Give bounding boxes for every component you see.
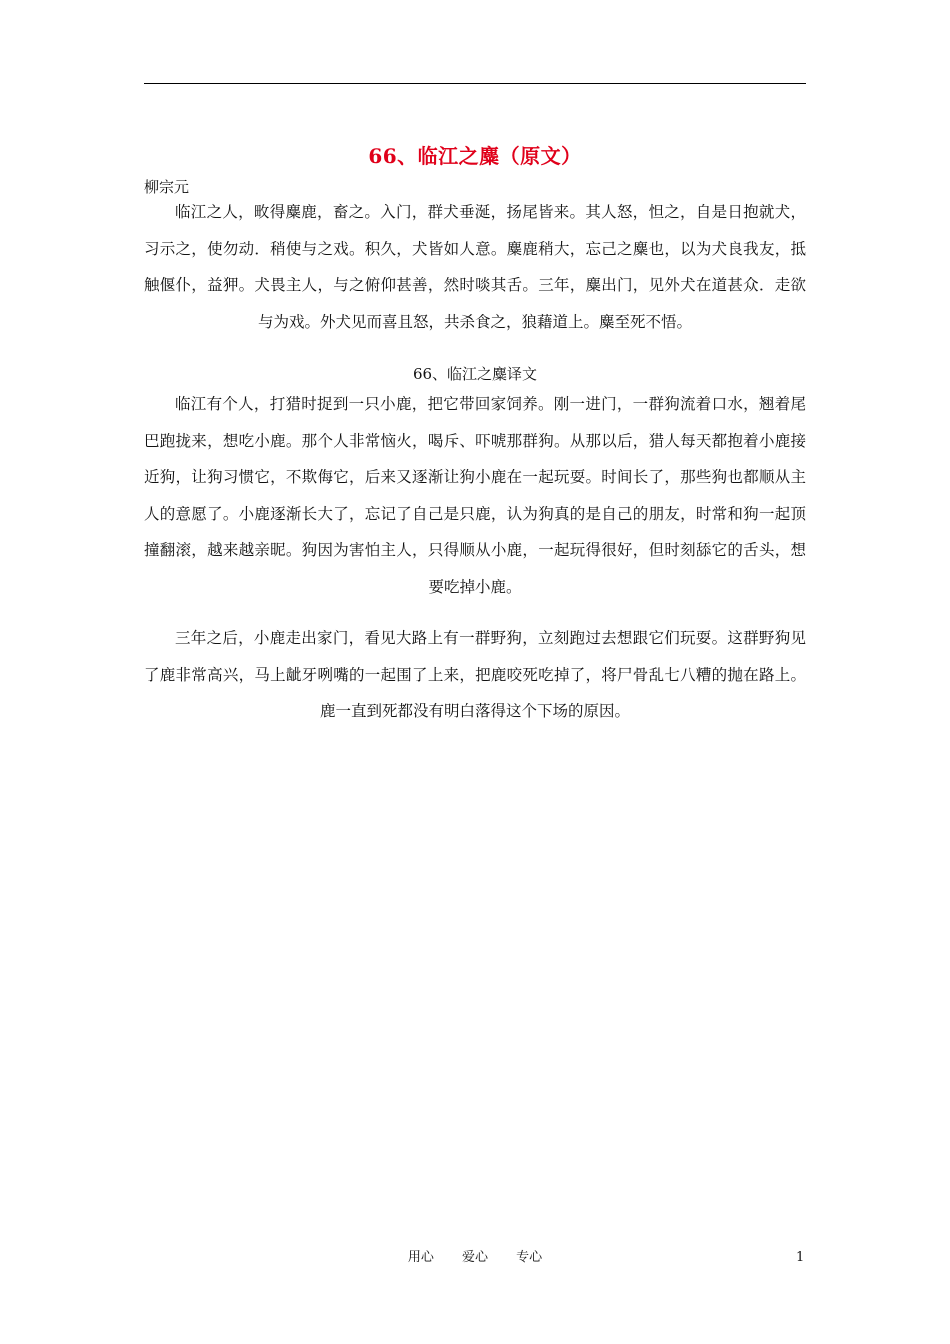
footer-slogan-2: 爱心 bbox=[461, 1250, 488, 1265]
original-text: 临江之人，畋得麋鹿，畜之。入门，群犬垂涎，扬尾皆来。其人怒，怛之，自是日抱就犬，习示之，使勿动．稍使与之戏。积久，犬皆如人意。麋鹿稍大，忘己之麋也，以为犬良我友，抵触偃仆，益狎。犬畏主人，与之俯仰甚善，然时啖其舌。三年，麋出门，见外犬在道甚众．走欲与为戏。外犬见而喜且怒，共杀食之，狼藉道上。麋至死不悟。 bbox=[144, 203, 806, 331]
author-name: 柳宗元 bbox=[144, 178, 190, 196]
translation-paragraph-2: 三年之后，小鹿走出家门，看见大路上有一群野狗，立刻跑过去想跟它们玩耍。这群野狗见了鹿非常高兴，马上龇牙咧嘴的一起围了上来，把鹿咬死吃掉了，将尸骨乱七八糟的抛在路上。鹿一直到死都没有明白落得这个下场的原因。 bbox=[144, 629, 806, 720]
header-rule bbox=[144, 83, 806, 84]
document-title: 66、临江之麋（原文） bbox=[368, 144, 582, 168]
page-footer bbox=[0, 1249, 950, 1267]
translation-paragraph-1: 临江有个人，打猎时捉到一只小鹿，把它带回家饲养。刚一进门，一群狗流着口水，翘着尾巴跑拢来，想吃小鹿。那个人非常恼火，喝斥、吓唬那群狗。从那以后，猎人每天都抱着小鹿接近狗，让狗习惯它，不欺侮它，后来又逐渐让狗小鹿在一起玩耍。时间长了，那些狗也都顺从主人的意愿了。小鹿逐渐长大了，忘记了自己是只鹿，认为狗真的是自己的朋友，时常和狗一起顶撞翻滚，越来越亲昵。狗因为害怕主人，只得顺从小鹿，一起玩得很好，但时刻舔它的舌头，想要吃掉小鹿。 bbox=[144, 395, 806, 596]
translation-title: 66、临江之麋译文 bbox=[412, 365, 538, 383]
footer-slogan-1: 用心 bbox=[407, 1250, 434, 1265]
footer-slogan-3: 专心 bbox=[516, 1250, 543, 1265]
page-number: 1 bbox=[796, 1250, 805, 1265]
